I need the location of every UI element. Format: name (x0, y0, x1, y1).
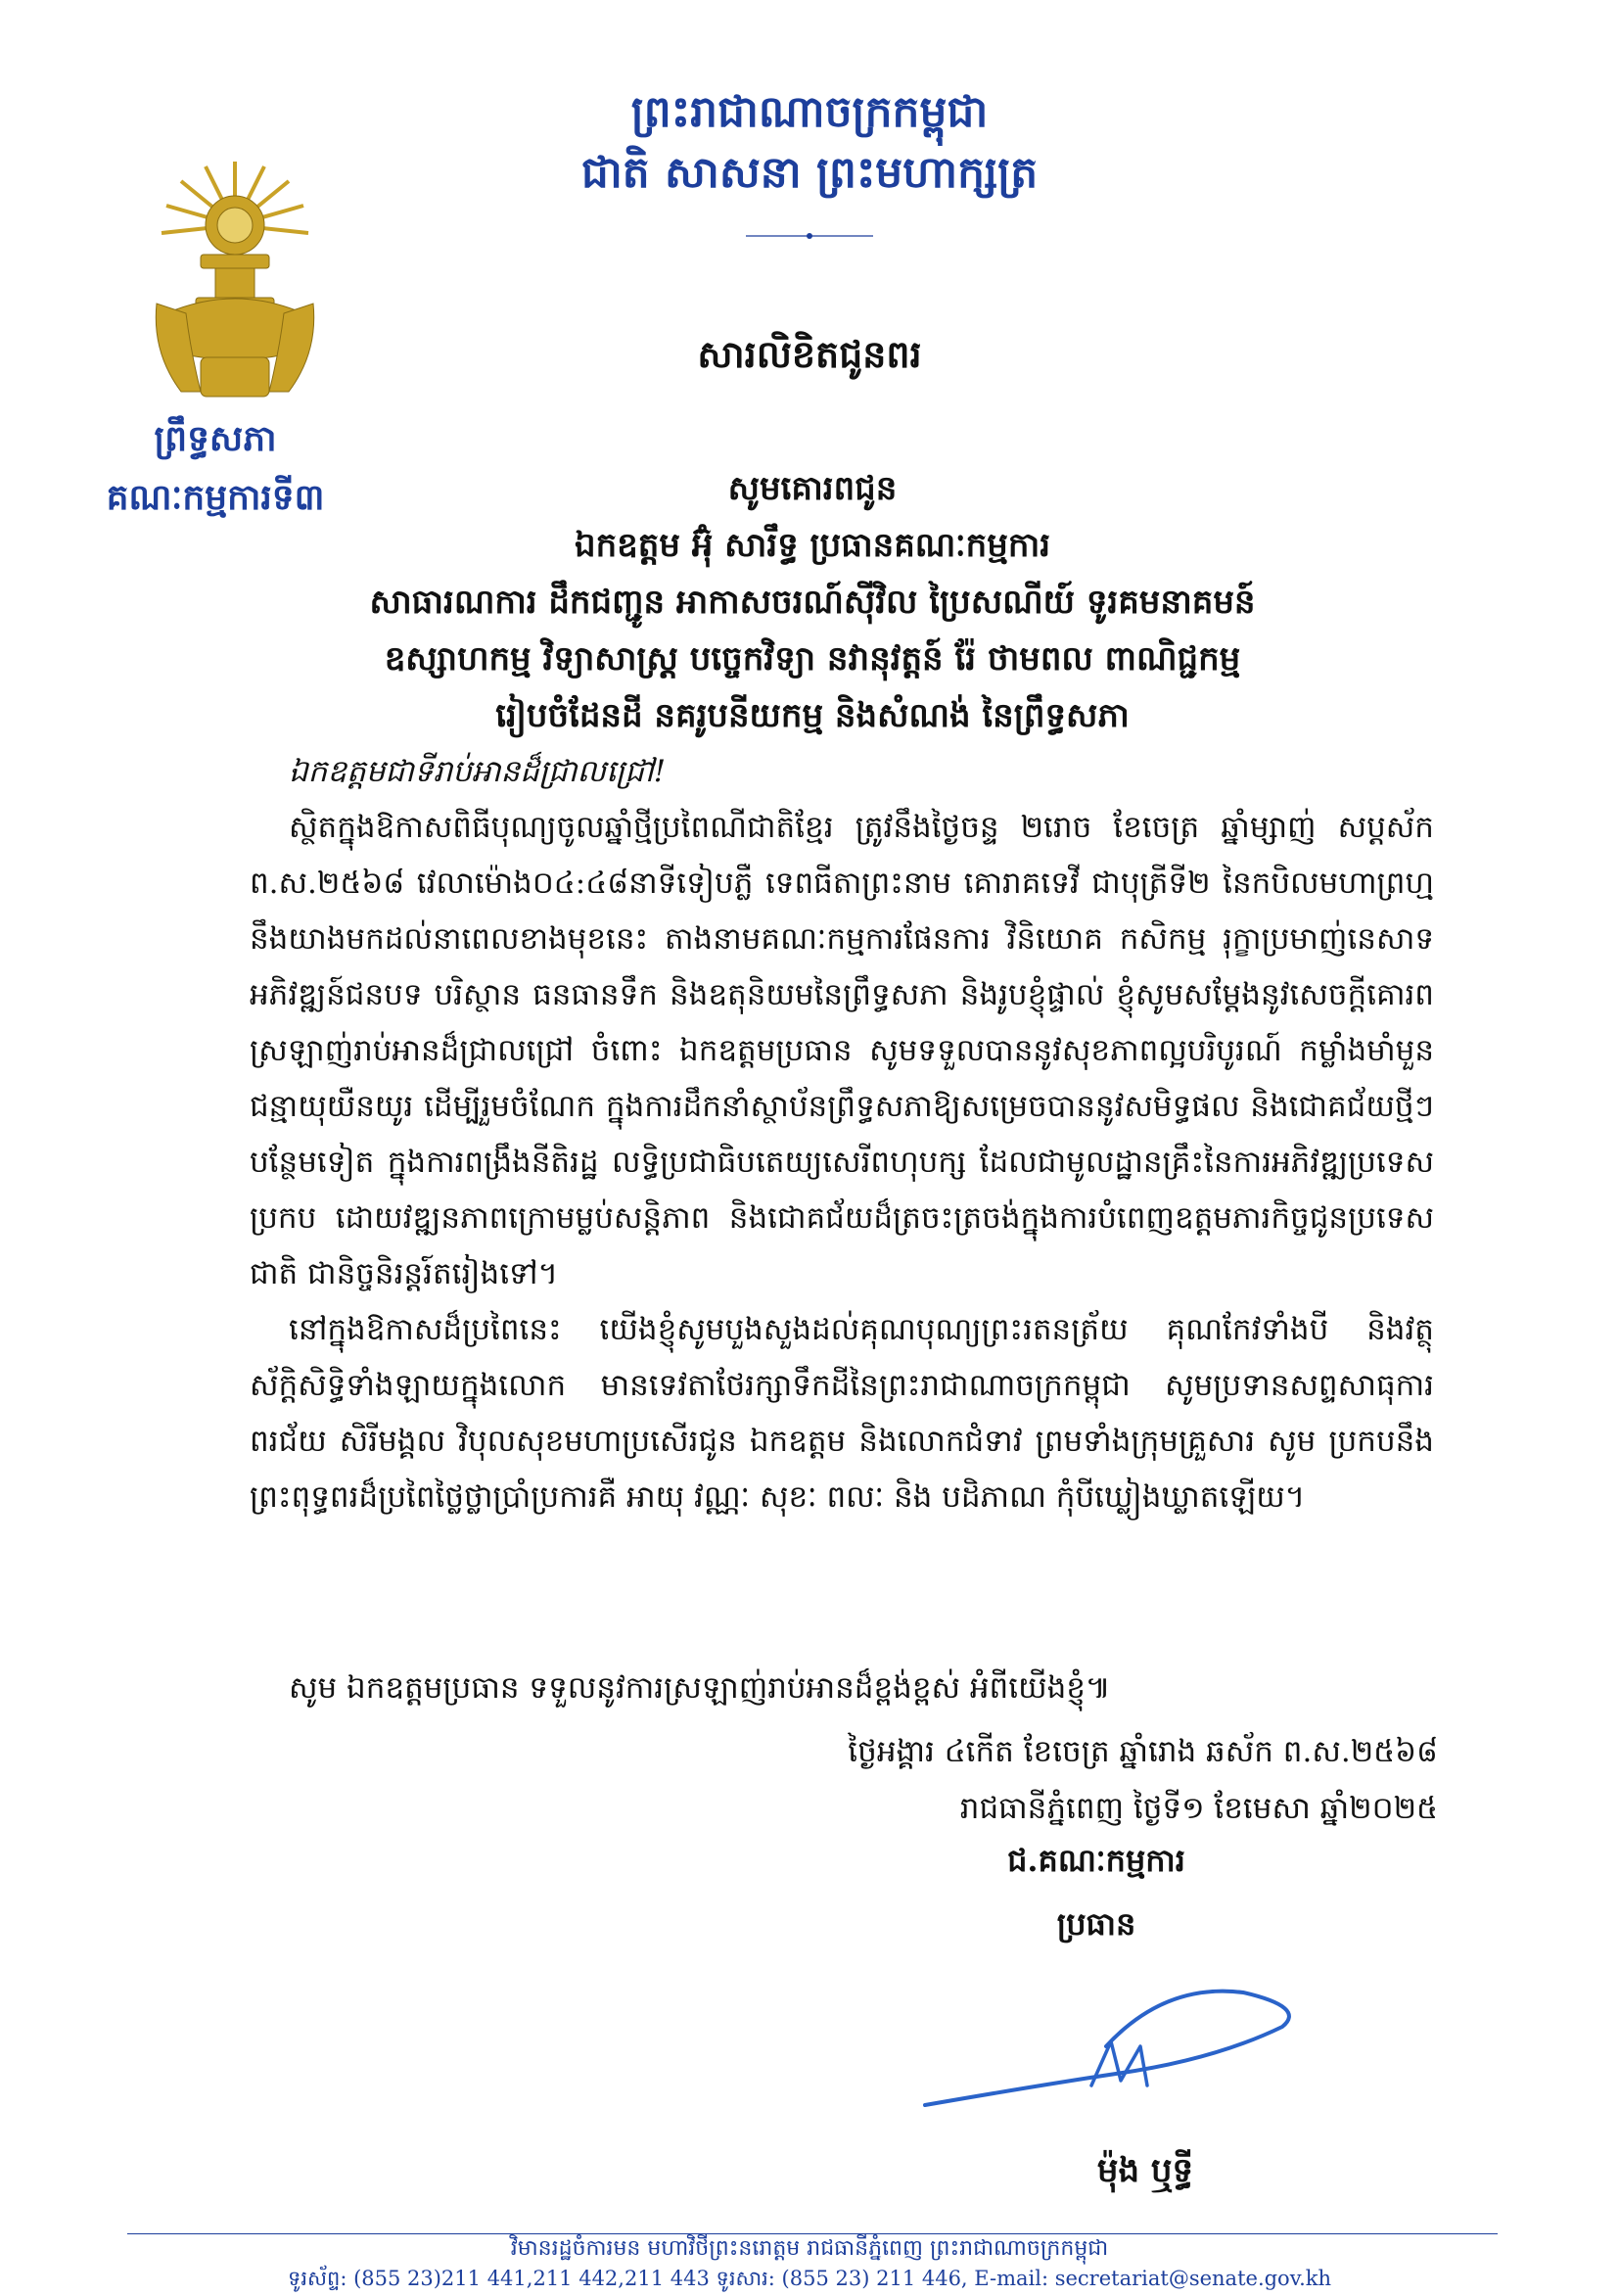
kingdom-line2: ជាតិ សាសនា ព្រះមហាក្សត្រ (580, 148, 1039, 198)
body-paragraph: ស្ថិតក្នុងឱកាសពិធីបុណ្យចូលឆ្នាំថ្មីប្រពៃណីជាតិខ្មែរ ត្រូវនឹងថ្ងៃចន្ទ ២រោច ខែចេត្រ ឆ្នាំម្សាញ់ សប្តស័ក ព.ស.២៥៦៨ វេលាម៉ោង០៤:៤៨នាទីទៀបភ្លឺ ទេពធីតាព្រះនាម គោរាគទេវី ជាបុត្រីទី២ នៃកបិលមហាព្រហ្ម នឹងយាងមកដល់នាពេលខាងមុខនេះ តាងនាមគណៈកម្មការផែនការ វិនិយោគ កសិកម្ម រុក្ខាប្រមាញ់នេសាទ អភិវឌ្ឍន៍ជនបទ បរិស្ថាន ធនធានទឹក និងឧតុនិយមនៃព្រឹទ្ធសភា និងរូបខ្ញុំផ្ទាល់ ខ្ញុំសូមសម្តែងនូវសេចក្តីគោរពស្រឡាញ់រាប់អានដ៏ជ្រាលជ្រៅ ចំពោះ ឯកឧត្តមប្រធាន សូមទទួលបាននូវសុខភាពល្អបរិបូរណ៍ កម្លាំងមាំមួន ជន្មាយុយឺនយូរ ដើម្បីរួមចំណែក ក្នុងការដឹកនាំស្ថាប័នព្រឹទ្ធសភាឱ្យសម្រេចបាននូវសមិទ្ធផល និងជោគជ័យថ្មីៗបន្ថែមទៀត ក្នុងការពង្រឹងនីតិរដ្ឋ លទ្ធិប្រជាធិបតេយ្យសេរីពហុបក្ស ដែលជាមូលដ្ឋានគ្រឹះនៃការអភិវឌ្ឍប្រទេសប្រកប ដោយវឌ្ឍនភាពក្រោមម្លប់សន្តិភាព និងជោគជ័យដ៏ត្រចះត្រចង់ក្នុងការបំពេញឧត្តមភារកិច្ចជូនប្រទេសជាតិ ជានិច្ចនិរន្តរ៍តរៀងទៅ។ (250, 810, 1434, 1291)
closing-text: សូម ឯកឧត្តមប្រធាន ទទួលនូវការស្រឡាញ់រាប់អានដ៏ខ្ពង់ខ្ពស់ អំពីយើងខ្ញុំ៕ (289, 1670, 1111, 1706)
date-block (848, 1723, 1438, 1837)
letter-body (250, 744, 1434, 1525)
solar-date: រាជធានីភ្នំពេញ ថ្ងៃទី១ ខែមេសា ឆ្នាំ២០២៥ (959, 1791, 1438, 1826)
footer-address: វិមានរដ្ឋចំការមន មហាវិថីព្រះនរោត្តម រាជធានីភ្នំពេញ ព្រះរាជាណាចក្រកម្ពុជា (510, 2236, 1109, 2261)
document-title: សារលិខិតជូនពរ (697, 332, 922, 376)
signer-name: ម៉ុង ឬទ្ធី (1096, 2151, 1194, 2190)
salutation: ឯកឧត្តមជាទីរាប់អានដ៏ជ្រាលជ្រៅ! (289, 754, 667, 789)
body-paragraph: នៅក្នុងឱកាសដ៏ប្រពៃនេះ យើងខ្ញុំសូមបួងសួងដល់គុណបុណ្យព្រះរតនត្រ័យ គុណកែវទាំងបី និងវត្ថុស័ក្តិសិទ្ធិទាំងឡាយក្នុងលោក មានទេវតាថែរក្សាទឹកដីនៃព្រះរាជាណាចក្រកម្ពុជា សូមប្រទានសព្ទសាធុការ ពរជ័យ សិរីមង្គល វិបុលសុខមហាប្រសើរជូន ឯកឧត្តម និងលោកជំទាវ ព្រមទាំងក្រុមគ្រួសារ សូម ប្រកបនឹងព្រះពុទ្ធពរដ៏ប្រពៃថ្លៃថ្លាប្រាំប្រការគឺ អាយុ វណ្ណៈ សុខៈ ពលៈ និង បដិភាណ កុំបីឃ្លៀងឃ្លាតឡើយ។ (250, 1312, 1434, 1515)
recipient-line: ឧស្សាហកម្ម វិទ្យាសាស្ត្រ បច្ចេកវិទ្យា នវានុវត្តន៍ រ៉ែ ថាមពល ពាណិជ្ជកម្ម (384, 639, 1241, 679)
position-label: ប្រធាន (1056, 1905, 1136, 1943)
senate-name: ព្រឹទ្ធសភា (154, 418, 277, 459)
committee-name: គណៈកម្មការទី៣ (106, 477, 325, 518)
recipient-line: សាធារណការ ដឹកជញ្ជូន អាកាសចរណ៍ស៊ីវិល ប្រៃសណីយ៍ ទូរគមនាគមន៍ (369, 583, 1256, 622)
recipient-line: ឯកឧត្តម អ៊ុំ សារឹទ្ធ ប្រធានគណៈកម្មការ (575, 526, 1050, 565)
kingdom-line1: ព្រះរាជាណាចក្រកម្ពុជា (630, 87, 989, 137)
recipient-line: សូមគោរពជូន (727, 469, 898, 508)
recipient-line: រៀបចំដែនដី នគរូបនីយកម្ម និងសំណង់ នៃព្រឹទ្ធសភា (495, 696, 1130, 735)
closing-line (250, 1669, 1434, 1713)
lunar-date: ថ្ងៃអង្គារ ៤កើត ខែចេត្រ ឆ្នាំរោង ឆស័ក ព.ស.២៥៦៨ (848, 1734, 1438, 1769)
handwritten-signature (920, 1988, 1312, 2144)
on-behalf-label: ជ.គណៈកម្មការ (1007, 1842, 1185, 1879)
divider-ornament-icon (746, 231, 873, 241)
recipient-block (176, 460, 1449, 744)
footer-contact: ទូរស័ព្ទ: (855 23)211 441,211 442,211 443 ទូរសារ: (855 23) 211 446, E-mail: secretariat@senate.gov.kh (288, 2267, 1331, 2290)
